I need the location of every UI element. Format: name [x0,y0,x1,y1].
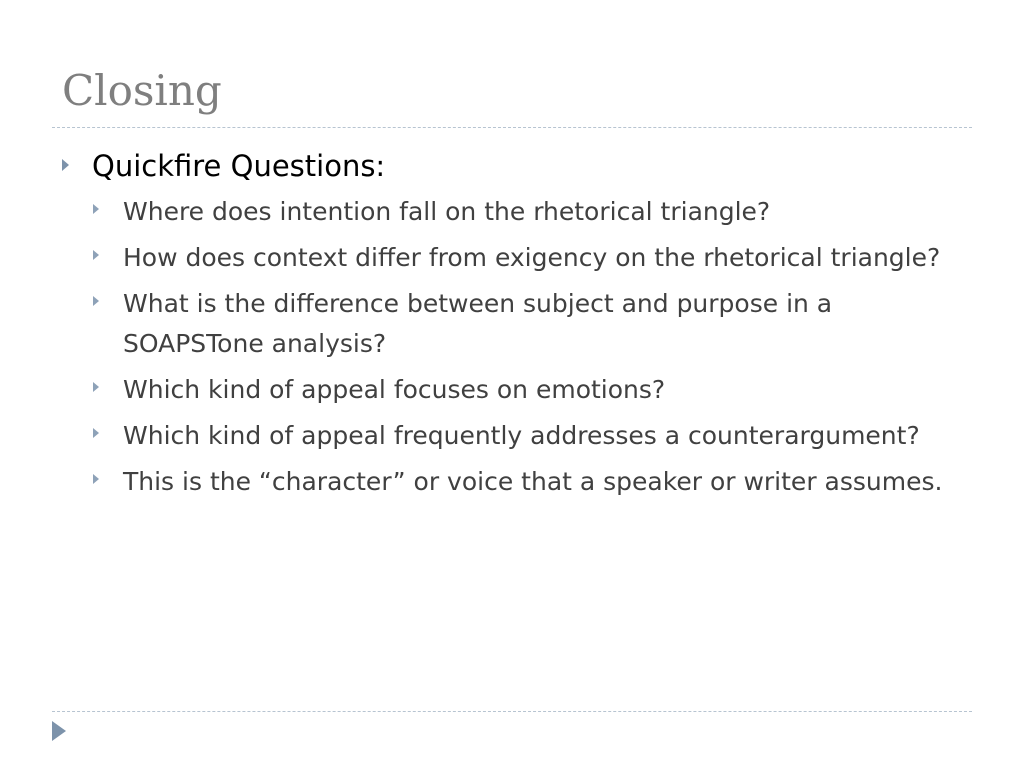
question-item [93,416,972,456]
triangle-bullet-icon [93,284,123,306]
title-divider [52,127,972,128]
triangle-bullet-icon [93,462,123,484]
triangle-bullet-icon [93,238,123,260]
triangle-bullet-icon [93,370,123,392]
question-item [93,284,972,364]
slide-content [62,146,972,508]
question-item [93,370,972,410]
question-item [93,238,972,278]
question-item [93,192,972,232]
question-list [62,192,972,502]
question-item [93,462,972,502]
question-text: What is the difference between subject and purpose in a SOAPSTone analysis? [123,289,833,358]
question-text: Which kind of appeal focuses on emotions? [123,375,666,404]
question-text: This is the “character” or voice that a speaker or writer assumes. [123,467,943,496]
footer-divider [52,711,972,712]
main-bullet-heading: Quickfire Questions: [92,149,386,183]
question-text: How does context differ from exigency on the rhetorical triangle? [123,243,941,272]
slide-title: Closing [62,66,222,115]
triangle-bullet-icon [93,416,123,438]
question-text: Where does intention fall on the rhetorical triangle? [123,197,771,226]
question-text: Which kind of appeal frequently addresses a counterargument? [123,421,920,450]
next-slide-arrow-icon[interactable] [52,721,66,741]
main-bullet-item [62,146,972,186]
triangle-bullet-icon [62,146,92,171]
triangle-bullet-icon [93,192,123,214]
